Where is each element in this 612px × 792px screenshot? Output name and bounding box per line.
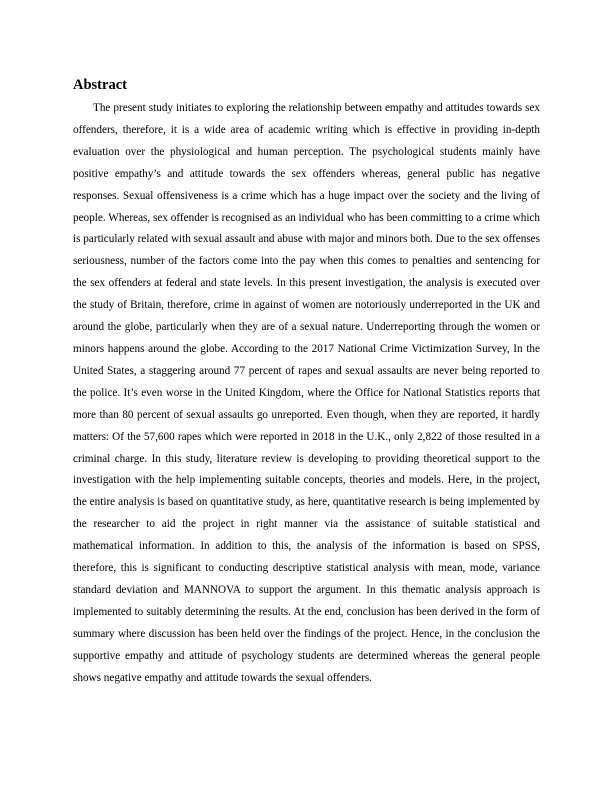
abstract-heading: Abstract [73, 77, 127, 93]
abstract-paragraph: The present study initiates to exploring the relationship between empathy and attitudes towards sex offenders, therefore, it is a wide area of academic writing which is effective in providing in-depth evaluation over the physiological and human perception. The psychological students mainly have positive empathy’s and attitude towards the sex offenders whereas, general public has negative responses. Sexual offensiveness is a crime which has a huge impact over the society and the living of people. Whereas, sex offender is recognised as an individual who has been committing to a crime which is particularly related with sexual assault and abuse with major and minors both. Due to the sex offenses seriousness, number of the factors come into the pay when this comes to penalties and sentencing for the sex offenders at federal and state levels. In this present investigation, the analysis is executed over the study of Britain, therefore, crime in against of women are notoriously underreported in the UK and around the globe, particularly when they are of a sexual nature. Underreporting through the women or minors happens around the globe. According to the 2017 National Crime Victimization Survey, In the United States, a staggering around 77 percent of rapes and sexual assaults are never being reported to the police. It’s even worse in the United Kingdom, where the Office for National Statistics reports that more than 80 percent of sexual assaults go unreported. Even though, when they are reported, it hardly matters: Of the 57,600 rapes which were reported in 2018 in the U.K., only 2,822 of those resulted in a criminal charge. In this study, literature review is developing to providing theoretical support to the investigation with the help implementing suitable concepts, theories and models. Here, in the project, the entire analysis is based on quantitative study, as here, quantitative research is being implemented by the researcher to aid the project in right manner via the assistance of suitable statistical and mathematical information. In addition to this, the analysis of the information is based on SPSS, therefore, this is significant to conducting descriptive statistical analysis with mean, mode, variance standard deviation and MANNOVA to support the argument. In this thematic analysis approach is implemented to suitably determining the results. At the end, conclusion has been derived in the form of summary where discussion has been held over the findings of the project. Hence, in the conclusion the supportive empathy and attitude of psychology students are determined whereas the general people shows negative empathy and attitude towards the sexual offenders. [73, 102, 540, 684]
document-content [73, 76, 540, 689]
